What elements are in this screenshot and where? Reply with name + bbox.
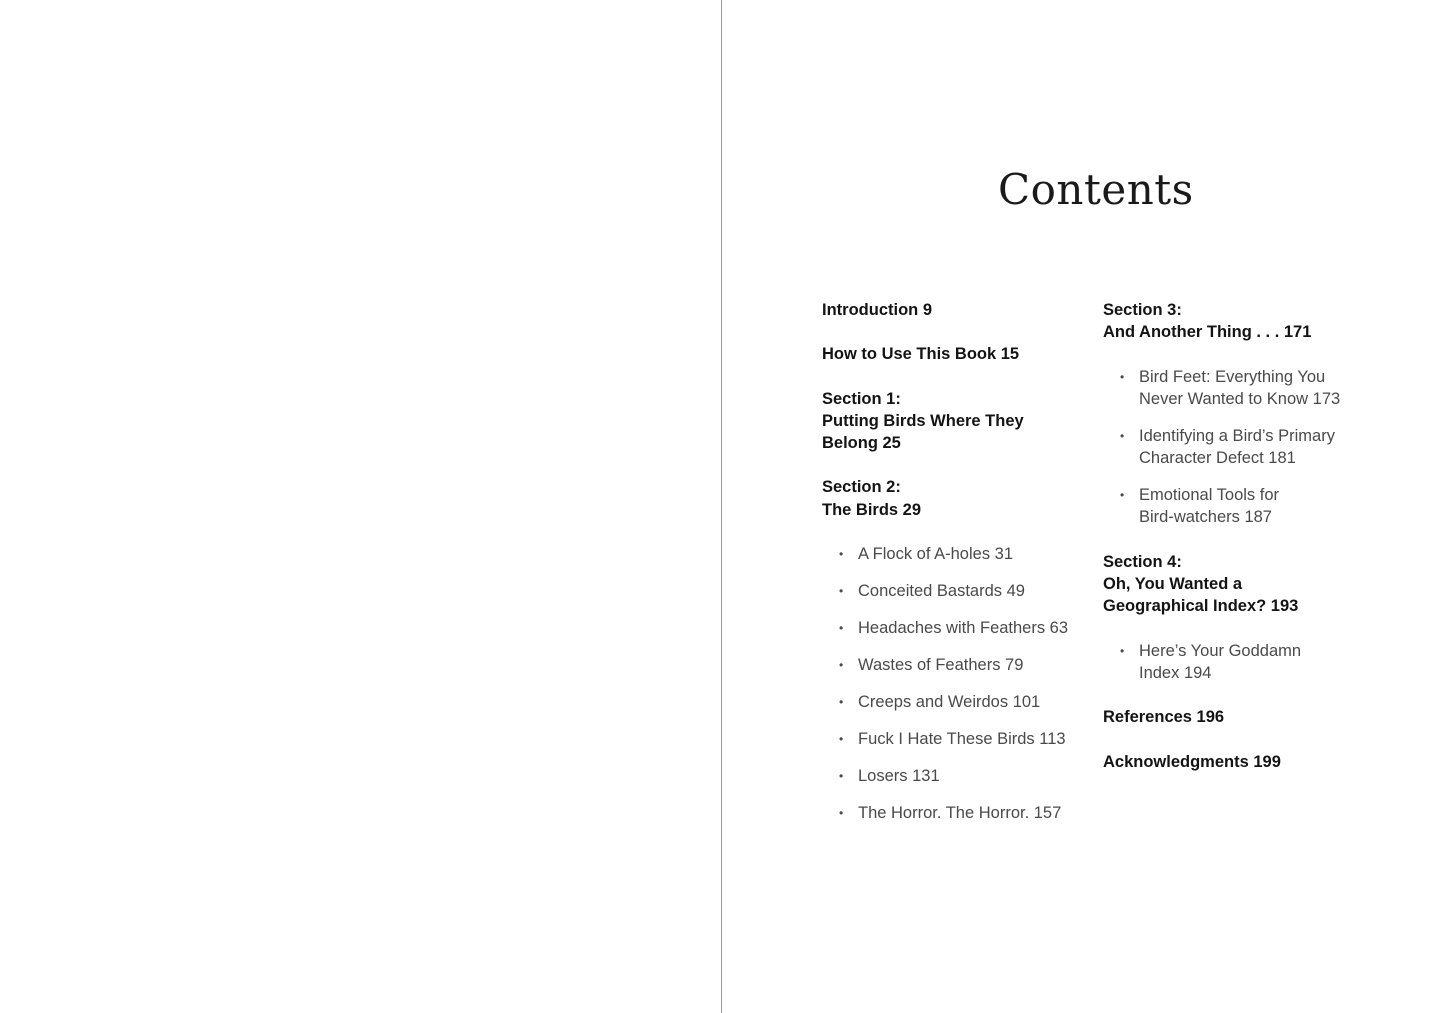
toc-entry-introduction: Introduction 9 (822, 301, 932, 319)
toc-subentry: • Fuck I Hate These Birds 113 (822, 728, 1087, 750)
toc-subentry: • Emotional Tools for Bird-watchers 187 (1120, 486, 1280, 527)
toc-subentry: • Headaches with Feathers 63 (822, 617, 1087, 639)
bullet-icon: • (1120, 369, 1125, 384)
bullet-icon: • (839, 658, 844, 673)
toc-entry-how-to-use: How to Use This Book 15 (822, 345, 1020, 364)
section-2-subentries (822, 543, 1087, 824)
bullet-icon: • (839, 547, 844, 562)
toc-subentry: • Wastes of Feathers 79 (822, 654, 1087, 676)
bullet-icon: • (839, 621, 844, 636)
toc-subentry: • A Flock of A-holes 31 (822, 543, 1087, 565)
left-page-blank (0, 0, 721, 1013)
bullet-icon: • (1120, 643, 1125, 658)
toc-entry-references: References 196 (1103, 708, 1225, 727)
bullet-icon: • (1120, 428, 1125, 443)
bullet-icon: • (839, 695, 844, 710)
toc-subentry: • Conceited Bastards 49 (822, 580, 1087, 602)
toc-subentry: • Losers 131 (822, 765, 1087, 787)
bullet-icon: • (839, 805, 844, 820)
section-4-subentries (1103, 640, 1363, 685)
bullet-icon: • (839, 768, 844, 783)
toc-entry-section-1: Section 1: Putting Birds Where They Belong 25 (822, 389, 1024, 453)
section-3-subentries (1103, 366, 1363, 529)
bullet-icon: • (1120, 488, 1125, 503)
page-title: Contents (998, 165, 1194, 214)
bullet-icon: • (839, 584, 844, 599)
toc-entry-section-2: Section 2: The Birds 29 (822, 478, 922, 519)
toc-column-right (1103, 299, 1363, 795)
bullet-icon: • (839, 732, 844, 746)
toc-entry-acknowledgments: Acknowledgments 199 (1103, 752, 1281, 771)
toc-subentry: • Bird Feet: Everything You Never Wanted to Know 173 (1120, 367, 1341, 408)
toc-entry-section-3: Section 3: And Another Thing . . . 171 (1103, 301, 1312, 342)
toc-subentry: • Identifying a Bird’s Primary Character Defect 181 (1120, 426, 1335, 468)
toc-subentry: • The Horror. The Horror. 157 (822, 802, 1087, 824)
toc-subentry: • Creeps and Weirdos 101 (822, 691, 1087, 713)
toc-subentry: • Here’s Your Goddamn Index 194 (1120, 641, 1302, 682)
toc-column-left (822, 299, 1087, 846)
toc-entry-section-4: Section 4: Oh, You Wanted a Geographical Index? 193 (1103, 552, 1299, 616)
